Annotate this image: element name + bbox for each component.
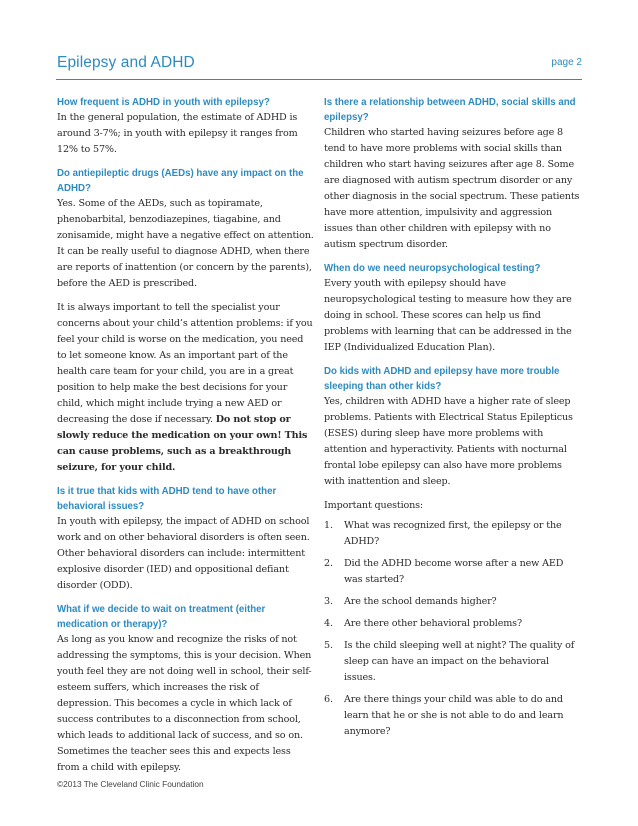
list-item: [324, 556, 582, 588]
list-item: [324, 638, 582, 686]
section-important-questions: [324, 498, 582, 740]
list-text: Did the ADHD become worse after a new AED was started?: [344, 558, 564, 585]
list-item: [324, 518, 582, 550]
list-number: 1.: [324, 520, 333, 531]
section-body: As long as you know and recognize the risks of not addressing the symptoms, this is your decision. When youth feel they are not doing well in school, their self-esteem suffers, which increases the risk of depression. This becomes a cycle in which lack of success contributes to a disconnection from school, which leads to additional lack of success, and so on. Sometimes the teacher sees this and expects less from a child with epilepsy.: [57, 634, 312, 773]
section-body: Children who started having seizures before age 8 tend to have more problems with social skills than children who start having seizures after age 8. Some are diagnosed with autism spectrum disorder or any other diagnosis in the social spectrum. These patients have more attention, impulsivity and aggression issues than other children with epilepsy with no autism spectrum disorder.: [324, 127, 580, 250]
section-heading: How frequent is ADHD in youth with epilepsy?: [57, 97, 270, 108]
copyright-footer: ©2013 The Cleveland Clinic Foundation: [57, 779, 204, 789]
section-body: In youth with epilepsy, the impact of ADHD on school work and on other behavioral disorders is often seen. Other behavioral disorders can include: intermittent explosive disorder (IED) and oppositional defiant disorder (ODD).: [57, 516, 310, 591]
list-number: 2.: [324, 558, 333, 569]
section-heading: Do kids with ADHD and epilepsy have more trouble sleeping than other kids?: [324, 366, 560, 392]
list-number: 3.: [324, 596, 333, 607]
warning-text: Do not stop or slowly reduce the medication on your own! This can cause problems, such as a breakthrough seizure, for your child.: [57, 414, 308, 473]
list-text: What was recognized first, the epilepsy or the ADHD?: [344, 520, 562, 547]
section-heading: Is it true that kids with ADHD tend to have other behavioral issues?: [57, 486, 277, 512]
list-number: 4.: [324, 618, 333, 629]
section-neuropsych-testing: [324, 261, 582, 356]
left-column: [57, 95, 315, 784]
list-text: Are there things your child was able to do and learn that he or she is not able to do and learn anymore?: [344, 694, 564, 737]
list-text: Are the school demands higher?: [344, 596, 497, 607]
section-heading: Do antiepileptic drugs (AEDs) have any impact on the ADHD?: [57, 168, 304, 194]
section-wait-treatment: [57, 602, 315, 776]
list-number: 6.: [324, 694, 333, 705]
section-body: Every youth with epilepsy should have neuropsychological testing to measure how they are doing in school. These scores can help us find problems with learning that can be addressed in the IEP (Individualized Education Plan).: [324, 278, 572, 353]
section-body: Yes. Some of the AEDs, such as topiramate, phenobarbital, benzodiazepines, tiagabine, and zonisamide, might have a negative effect on attention. It can be really useful to diagnose ADHD, when there are reports of inattention (or concern by the parents), before the AED is prescribed.: [57, 198, 314, 289]
list-item: [324, 594, 582, 610]
section-body-2: [57, 300, 315, 476]
list-text: Is the child sleeping well at night? The quality of sleep can have an impact on the behavioral issues.: [344, 640, 575, 683]
list-number: 5.: [324, 640, 333, 651]
important-questions-intro: Important questions:: [324, 500, 424, 511]
page-number: page 2: [551, 57, 582, 68]
body-text: It is always important to tell the specialist your concerns about your child’s attention problems: if you feel your child is worse on the medication, you need to let someone know. As an important part of the health care team for your child, you are in a great position to help make the best decisions for your child, which might include trying a new AED or decreasing the dose if necessary.: [57, 302, 313, 425]
list-item: [324, 616, 582, 632]
section-behavioral-issues: [57, 484, 315, 594]
list-text: Are there other behavioral problems?: [344, 618, 522, 629]
important-questions-list: [324, 518, 582, 740]
section-sleep: [324, 364, 582, 490]
document-title: Epilepsy and ADHD: [57, 54, 195, 71]
section-body: Yes, children with ADHD have a higher rate of sleep problems. Patients with Electrical Status Epilepticus (ESES) during sleep have more problems with attention and hyperactivity. Patients with nocturnal frontal lobe epilepsy can also have more problems with inattention and sleep.: [324, 396, 573, 487]
section-adhd-frequency: [57, 95, 315, 158]
section-aed-impact: [57, 166, 315, 476]
section-body: In the general population, the estimate of ADHD is around 3-7%; in youth with epilepsy it ranges from 12% to 57%.: [57, 112, 298, 155]
section-heading: When do we need neuropsychological testing?: [324, 263, 541, 274]
list-item: [324, 692, 582, 740]
section-heading: What if we decide to wait on treatment (either medication or therapy)?: [57, 604, 266, 630]
header-divider: [56, 79, 582, 80]
section-social-skills: [324, 95, 582, 253]
right-column: [324, 95, 582, 748]
section-heading: Is there a relationship between ADHD, social skills and epilepsy?: [324, 97, 576, 123]
